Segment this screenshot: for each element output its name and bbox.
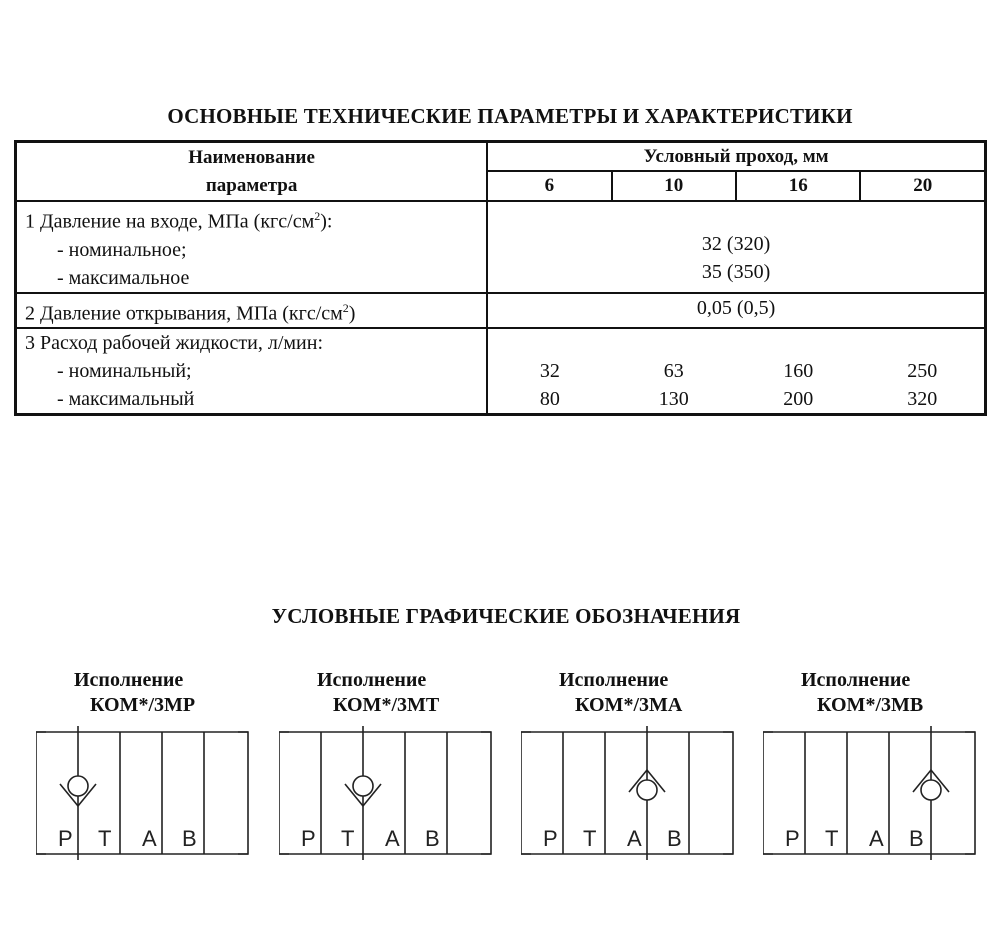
svg-text:B: B [667, 826, 682, 851]
svg-text:A: A [385, 826, 400, 851]
valve-symbol-diagram [279, 726, 493, 860]
tech-params-table [14, 140, 987, 416]
hydraulic-symbols [0, 668, 1000, 868]
svg-text:B: B [909, 826, 924, 851]
symbol-3mp [36, 668, 276, 868]
param-header-line1: Наименование [188, 146, 315, 168]
flow-dn16: 160 200 [736, 328, 860, 415]
port-t-label: T [98, 826, 112, 851]
dn-16: 16 [736, 171, 860, 201]
valve-symbol-diagram [521, 726, 735, 860]
inlet-nominal-value: 32 (320) [701, 233, 771, 255]
flow-dn6: 32 80 [487, 328, 611, 415]
port-a-label: A [142, 826, 157, 851]
svg-text:T: T [341, 826, 355, 851]
valve-symbol-diagram [763, 726, 977, 860]
symbol-3ma [521, 668, 761, 868]
port-p-label: P [58, 826, 73, 851]
svg-text:P: P [543, 826, 558, 851]
svg-text:T: T [825, 826, 839, 851]
param-name-header [16, 142, 488, 202]
svg-text:P: P [785, 826, 800, 851]
inlet-pressure-label: 1 Давление на входе, МПа $(кгс/см^2)$: - номинальное; - максимальное [16, 201, 488, 293]
symbol-caption: Исполнение КОМ*/3МА [559, 669, 683, 716]
flow-dn10: 63 130 [612, 328, 736, 415]
valve-symbol-diagram [36, 726, 250, 860]
svg-text:A: A [627, 826, 642, 851]
symbol-caption: Исполнение КОМ*/3МТ [317, 669, 440, 716]
param-header-line2: параметра [205, 174, 298, 196]
svg-text:P: P [301, 826, 316, 851]
inlet-max-value: 35 (350) [701, 261, 771, 283]
tech-params-title: ОСНОВНЫЕ ТЕХНИЧЕСКИЕ ПАРАМЕТРЫ И ХАРАКТЕРИСТИКИ [167, 104, 853, 128]
port-b-label: B [182, 826, 197, 851]
symbol-3mb [763, 668, 1000, 868]
inlet-max-label: - максимальное [57, 266, 190, 289]
symbol-caption: Исполнение КОМ*/3МВ [801, 669, 924, 716]
symbol-3mt [279, 668, 519, 868]
symbols-title: УСЛОВНЫЕ ГРАФИЧЕСКИЕ ОБОЗНАЧЕНИЯ [271, 604, 741, 628]
inlet-pressure-values [487, 201, 985, 293]
svg-text:B: B [425, 826, 440, 851]
flow-nominal-label: - номинальный; [57, 360, 192, 383]
svg-text:T: T [583, 826, 597, 851]
flow-dn20: 250 320 [860, 328, 985, 415]
flow-label: 3 Расход рабочей жидкости, л/мин: - номинальный; - максимальный [16, 328, 488, 415]
svg-text:A: A [869, 826, 884, 851]
dn-20: 20 [860, 171, 985, 201]
opening-pressure-value: 0,05 (0,5) [487, 293, 985, 329]
opening-pressure-label: 2 Давление открывания, МПа $(кгс/см^2)$ [16, 293, 488, 329]
nominal-bore-header: Условный проход, мм [487, 142, 985, 172]
inlet-nominal-label: - номинальное; [57, 238, 187, 261]
symbol-caption: Исполнение КОМ*/3МР [74, 669, 196, 716]
dn-6: 6 [487, 171, 611, 201]
flow-max-label: - максимальный [57, 388, 195, 411]
dn-10: 10 [612, 171, 736, 201]
